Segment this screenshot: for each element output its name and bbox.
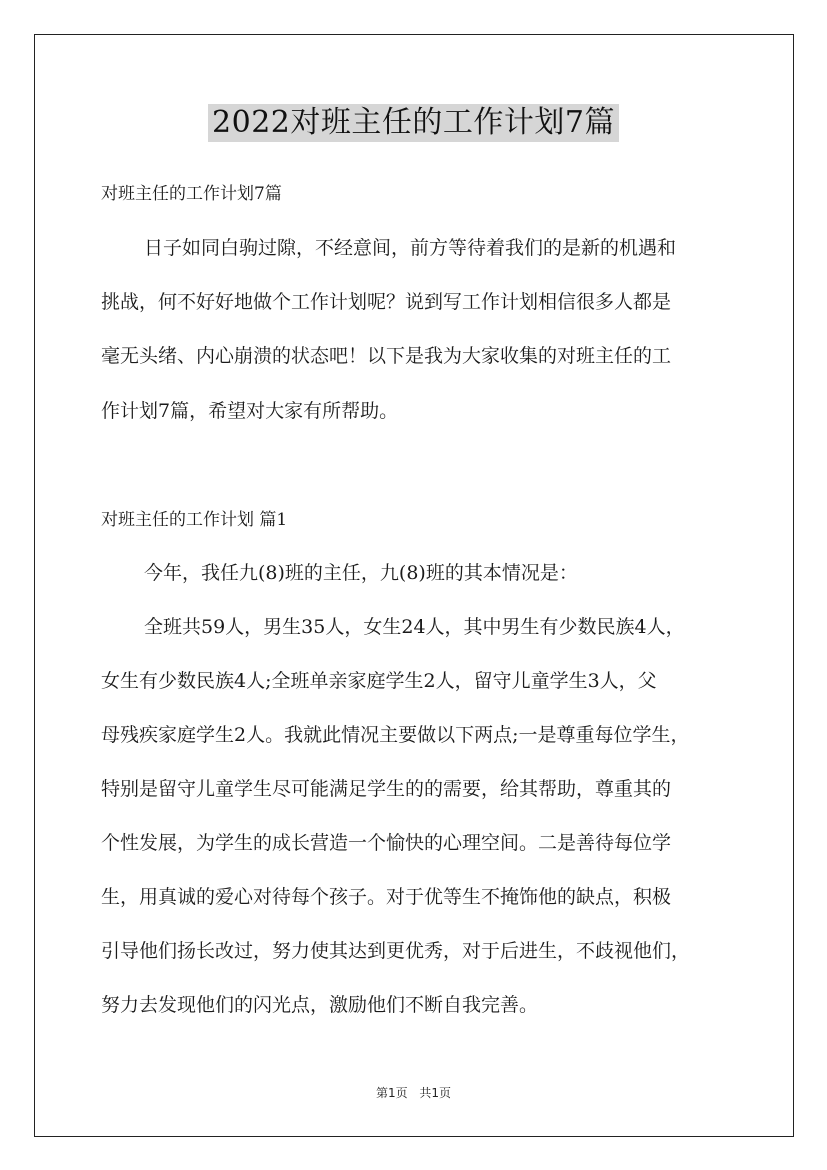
body-line: 特别是留守儿童学生尽可能满足学生的的需要，给其帮助，尊重其的 — [101, 778, 672, 800]
page-total: 共1页 — [419, 1086, 452, 1100]
body-line: 引导他们扬长改过，努力使其达到更优秀，对于后进生，不歧视他们， — [101, 940, 691, 962]
intro-line: 毫无头绪、内心崩溃的状态吧！以下是我为大家收集的对班主任的工 — [101, 345, 672, 367]
intro-line: 挑战，何不好好地做个工作计划呢？说到写工作计划相信很多人都是 — [101, 291, 672, 313]
document-subtitle: 对班主任的工作计划7篇 — [101, 184, 282, 204]
body-line: 个性发展，为学生的成长营造一个愉快的心理空间。二是善待每位学 — [101, 832, 672, 854]
body-line: 女生有少数民族4人;全班单亲家庭学生2人，留守儿童学生3人，父 — [101, 670, 657, 692]
body-line: 母残疾家庭学生2人。我就此情况主要做以下两点;一是尊重每位学生， — [101, 724, 690, 746]
page-number: 第1页 — [375, 1086, 408, 1100]
intro-line: 日子如同白驹过隙，不经意间，前方等待着我们的是新的机遇和 — [144, 237, 677, 259]
body-line: 全班共59人，男生35人，女生24人，其中男生有少数民族4人， — [144, 616, 685, 638]
page-footer — [0, 1084, 827, 1101]
body-line: 生，用真诚的爱心对待每个孩子。对于优等生不掩饰他的缺点，积极 — [101, 886, 672, 908]
intro-line: 作计划7篇，希望对大家有所帮助。 — [101, 400, 399, 422]
document-title: 2022对班主任的工作计划7篇 — [208, 104, 619, 142]
title-container — [0, 104, 827, 142]
section-heading: 对班主任的工作计划 篇1 — [101, 510, 288, 530]
body-line: 努力去发现他们的闪光点，激励他们不断自我完善。 — [101, 994, 539, 1016]
section-intro: 今年，我任九(8)班的主任，九(8)班的其本情况是： — [144, 562, 578, 584]
